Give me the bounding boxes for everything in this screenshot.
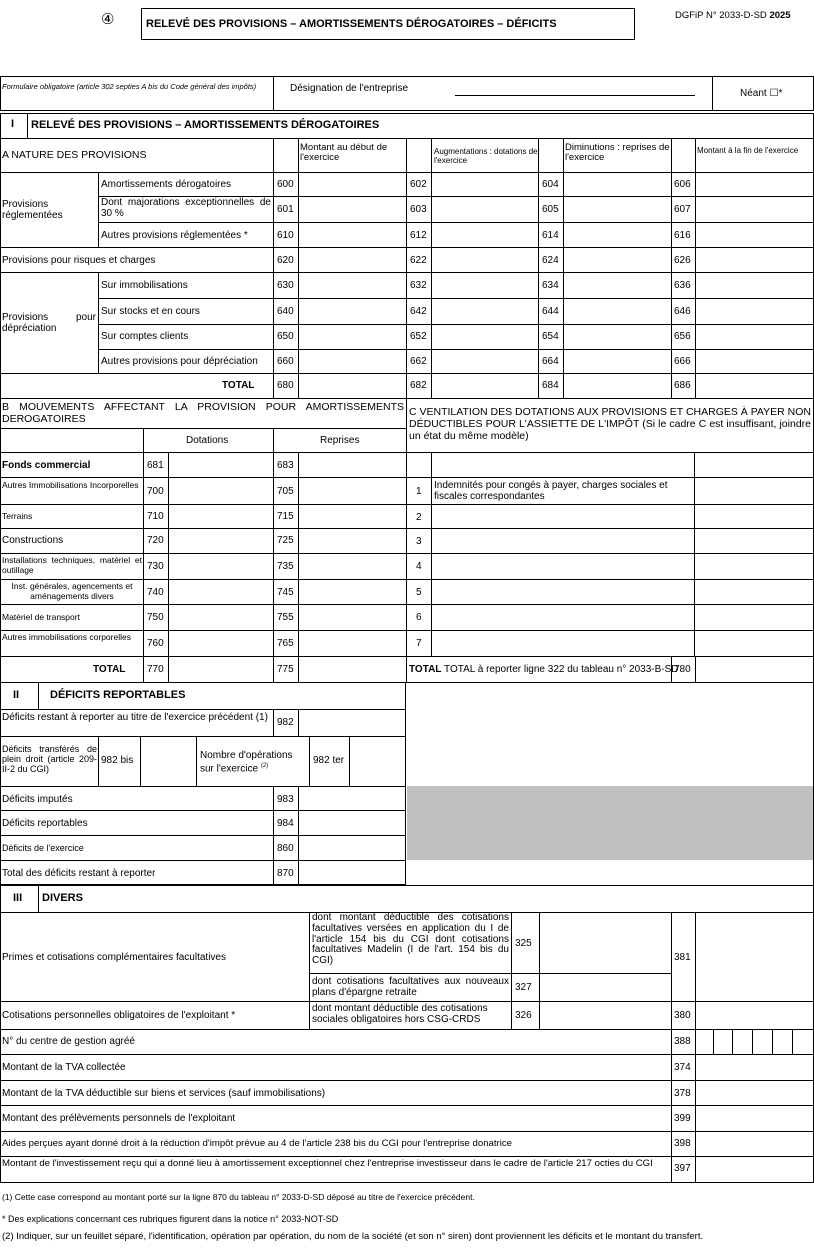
line-code: 982 bis xyxy=(101,755,134,766)
line-code: 730 xyxy=(147,561,164,572)
line-code: 656 xyxy=(674,331,691,342)
row-label: Total des déficits restant à reporter xyxy=(2,868,156,879)
line-code: 326 xyxy=(515,1010,532,1021)
line-code: 640 xyxy=(277,306,294,317)
line-code: 624 xyxy=(542,255,559,266)
col-header-decrease: Diminutions : reprises de l'exercice xyxy=(565,142,670,163)
neant-checkbox[interactable] xyxy=(740,88,782,99)
line-code: 601 xyxy=(277,204,294,215)
form-year: 2025 xyxy=(769,10,791,21)
row-label: Dont majorations exceptionnelles de 30 % xyxy=(101,197,271,219)
line-code: 745 xyxy=(277,587,294,598)
section-3-title: DIVERS xyxy=(42,892,83,904)
row-label: Montant de la TVA collectée xyxy=(2,1062,126,1073)
part-c-row-number: 1 xyxy=(416,486,422,497)
part-c-total-text: TOTAL à reporter ligne 322 du tableau n° 2033-B-SD xyxy=(444,664,679,675)
section-1-title: RELEVÉ DES PROVISIONS – AMORTISSEMENTS DÉROGATOIRES xyxy=(31,119,380,131)
row-label-total: TOTAL xyxy=(222,380,255,391)
line-code: 705 xyxy=(277,486,294,497)
line-code: 984 xyxy=(277,818,294,829)
amount-field[interactable] xyxy=(432,173,538,196)
line-code: 646 xyxy=(674,306,691,317)
line-code: 607 xyxy=(674,204,691,215)
ops-count-text: Nombre d'opérations sur l'exercice xyxy=(200,750,293,775)
line-code: 636 xyxy=(674,280,691,291)
line-code: 399 xyxy=(674,1113,691,1124)
line-code: 982 ter xyxy=(313,755,345,766)
line-code: 602 xyxy=(410,179,427,190)
line-code: 684 xyxy=(542,380,559,391)
line-code: 760 xyxy=(147,638,164,649)
line-code: 398 xyxy=(674,1138,691,1149)
line-code: 765 xyxy=(277,638,294,649)
col-header-end: Montant à la fin de l'exercice xyxy=(697,146,799,155)
col-dotations: Dotations xyxy=(186,435,229,446)
section-3-number: III xyxy=(13,892,23,904)
row-label: Sur comptes clients xyxy=(101,331,189,342)
line-code: 682 xyxy=(410,380,427,391)
mandatory-note: Formulaire obligatoire (article 302 septies A bis du Code général des impôts) xyxy=(2,82,257,91)
line-code: 686 xyxy=(674,380,691,391)
col-header-increase: Augmentations : dotations de l'exercice xyxy=(434,147,538,165)
part-c-row-number: 3 xyxy=(416,536,422,547)
line-code: 755 xyxy=(277,612,294,623)
cotis-sub-label: dont montant déductible des cotisations sociales obligatoires hors CSG-CRDS xyxy=(312,1003,488,1025)
row-label: Fonds commercial xyxy=(2,460,91,471)
part-c-row-number: 4 xyxy=(416,561,422,572)
line-code: 626 xyxy=(674,255,691,266)
row-label: Aides perçues ayant donné droit à la réduction d'impôt prévue au 4 de l'article 238 bis du CGI pour l'entreprise donatrice xyxy=(2,1138,513,1149)
row-label: Autres immobilisations corporelles xyxy=(2,632,131,642)
line-code: 860 xyxy=(277,843,294,854)
line-code: 630 xyxy=(277,280,294,291)
line-code: 388 xyxy=(674,1036,691,1047)
part-c-row-number: 7 xyxy=(416,638,422,649)
line-code: 982 xyxy=(277,717,294,728)
primes-label: Primes et cotisations complémentaires facultatives xyxy=(2,952,226,963)
section-2-number: II xyxy=(13,689,20,701)
primes-sub2-label: dont cotisations facultatives aux nouveaux plans d'épargne retraite xyxy=(312,976,509,998)
line-code: 740 xyxy=(147,587,164,598)
deficit-transfer-label: Déficits transférés de plein droit (article 209-II-2 du CGI) xyxy=(2,744,97,774)
line-code: 380 xyxy=(674,1010,691,1021)
line-code: 652 xyxy=(410,331,427,342)
amount-field[interactable] xyxy=(299,173,406,196)
ops-count-label xyxy=(200,750,305,774)
line-code: 374 xyxy=(674,1062,691,1073)
line-code: 680 xyxy=(277,380,294,391)
line-code: 750 xyxy=(147,612,164,623)
line-code: 604 xyxy=(542,179,559,190)
group-reglementees: Provisions réglementées xyxy=(2,199,63,221)
row-label: Autres provisions réglementées * xyxy=(101,230,248,241)
row-label: N° du centre de gestion agréé xyxy=(2,1036,135,1047)
row-label: Constructions xyxy=(2,535,64,546)
amount-field[interactable] xyxy=(564,173,671,196)
line-code: 720 xyxy=(147,535,164,546)
line-code: 600 xyxy=(277,179,294,190)
line-code: 664 xyxy=(542,356,559,367)
row-label: Déficits reportables xyxy=(2,818,88,829)
row-label: Provisions pour risques et charges xyxy=(2,255,156,266)
line-code: 780 xyxy=(674,664,691,675)
line-code: 735 xyxy=(277,561,294,572)
part-c-title xyxy=(409,406,811,442)
row-label: Déficits de l'exercice xyxy=(2,843,84,853)
line-code: 622 xyxy=(410,255,427,266)
line-code: 660 xyxy=(277,356,294,367)
row-label: Montant des prélèvements personnels de l'exploitant xyxy=(2,1113,236,1124)
footnote-2: (2) Indiquer, sur un feuillet séparé, l'identification, opération par opération, du nom de la société (et son n° siren) dont proviennent les déficits et le montant du transfert. xyxy=(2,1231,704,1242)
line-code: 325 xyxy=(515,938,532,949)
line-code: 378 xyxy=(674,1088,691,1099)
row-label: Déficits imputés xyxy=(2,794,73,805)
neant-label: Néant xyxy=(740,88,767,99)
part-c-note: (Si le cadre C est insuffisant, joindre un état du même modèle) xyxy=(409,418,811,442)
line-code: 606 xyxy=(674,179,691,190)
row-label: Matériel de transport xyxy=(2,612,80,622)
part-c-total-label: TOTAL TOTAL à reporter ligne 322 du tableau n° 2033-B-SD xyxy=(409,664,679,675)
footnote-ref: (2) xyxy=(260,763,269,769)
row-label: Sur immobilisations xyxy=(101,280,188,291)
footnote-1: (1) Cette case correspond au montant porté sur la ligne 870 du tableau n° 2033-D-SD déposé au titre de l'exercice précédent. xyxy=(2,1192,475,1202)
line-code: 700 xyxy=(147,486,164,497)
row-label: Installations techniques, matériel et outillage xyxy=(2,555,142,575)
section-2-title: DÉFICITS REPORTABLES xyxy=(50,689,186,701)
line-code: 715 xyxy=(277,511,294,522)
line-code: 666 xyxy=(674,356,691,367)
row-label: Terrains xyxy=(2,511,33,521)
footnote-star: * Des explications concernant ces rubriques figurent dans la notice n° 2033-NOT-SD xyxy=(2,1214,339,1224)
line-code: 683 xyxy=(277,460,294,471)
line-code: 644 xyxy=(542,306,559,317)
part-a-title: A NATURE DES PROVISIONS xyxy=(2,149,147,161)
asterisk-mark: * xyxy=(778,88,783,99)
designation-input-line[interactable] xyxy=(455,95,695,96)
form-title-box xyxy=(141,8,635,40)
form-ref-text: DGFiP N° 2033-D-SD xyxy=(675,10,767,21)
line-code: 614 xyxy=(542,230,559,241)
line-code: 616 xyxy=(674,230,691,241)
line-code: 642 xyxy=(410,306,427,317)
primes-sub1-label: dont montant déductible des cotisations facultatives versées en application du I de l'article 154 bis du CGI dont cotisations facultatives Madelin (I de l'art. 154 bis du CGI) xyxy=(312,912,509,967)
line-code: 632 xyxy=(410,280,427,291)
part-c-heading: C VENTILATION DES DOTATIONS AUX PROVISIONS ET CHARGES À PAYER NON DÉDUCTIBLES POUR L'ASSIETTE DE L'IMPÔT xyxy=(409,406,811,430)
part-c-row-number: 5 xyxy=(416,587,422,598)
part-c-row-number: 2 xyxy=(416,512,422,523)
row-label-total: TOTAL xyxy=(93,664,126,675)
line-code: 710 xyxy=(147,511,164,522)
col-reprises: Reprises xyxy=(320,435,360,446)
col-header-start: Montant au début de l'exercice xyxy=(300,142,388,163)
line-code: 397 xyxy=(674,1163,691,1174)
row-label: Autres provisions pour dépréciation xyxy=(101,356,258,367)
row-label: Amortissements dérogatoires xyxy=(101,179,232,190)
part-c-row-number: 6 xyxy=(416,612,422,623)
row-label: Montant de la TVA déductible sur biens et services (sauf immobilisations) xyxy=(2,1088,326,1099)
designation-label: Désignation de l'entreprise xyxy=(290,83,409,94)
form-title: RELEVÉ DES PROVISIONS – AMORTISSEMENTS DÉROGATOIRES – DÉFICITS xyxy=(146,18,557,30)
part-c-row1-label: Indemnités pour congés à payer, charges sociales et fiscales correspondantes xyxy=(434,480,668,502)
form-number: ④ xyxy=(101,11,115,28)
checkbox-icon[interactable]: ☐ xyxy=(769,88,779,99)
line-code: 662 xyxy=(410,356,427,367)
line-code: 681 xyxy=(147,460,164,471)
line-code: 603 xyxy=(410,204,427,215)
shaded-area xyxy=(407,786,813,860)
line-code: 770 xyxy=(147,664,164,675)
section-1-number: I xyxy=(11,118,15,130)
line-code: 612 xyxy=(410,230,427,241)
amount-field[interactable] xyxy=(696,173,814,196)
line-code: 650 xyxy=(277,331,294,342)
line-code: 775 xyxy=(277,664,294,675)
row-label: Sur stocks et en cours xyxy=(101,306,200,317)
line-code: 327 xyxy=(515,982,532,993)
deficit-prev-label: Déficits restant à reporter au titre de l'exercice précédent (1) xyxy=(2,712,268,723)
line-code: 870 xyxy=(277,868,294,879)
line-code: 983 xyxy=(277,794,294,805)
line-code: 381 xyxy=(674,952,691,963)
line-code: 725 xyxy=(277,535,294,546)
row-label: Inst. générales, agencements et aménagements divers xyxy=(11,581,133,601)
line-code: 605 xyxy=(542,204,559,215)
line-code: 610 xyxy=(277,230,294,241)
part-b-title: B MOUVEMENTS AFFECTANT LA PROVISION POUR AMORTISSEMENTS DEROGATOIRES xyxy=(2,401,404,425)
row-label: Autres Immobilisations Incorporelles xyxy=(2,480,139,490)
line-code: 634 xyxy=(542,280,559,291)
group-depreciation: Provisions pour dépréciation xyxy=(2,312,96,334)
row-label: Montant de l'investissement reçu qui a donné lieu à amortissement exceptionnel chez l'entreprise investisseur dans le cadre de l'article 217 octies du CGI xyxy=(2,1158,653,1169)
line-code: 620 xyxy=(277,255,294,266)
form-reference xyxy=(675,10,791,21)
line-code: 654 xyxy=(542,331,559,342)
cotis-label: Cotisations personnelles obligatoires de l'exploitant * xyxy=(2,1010,236,1021)
